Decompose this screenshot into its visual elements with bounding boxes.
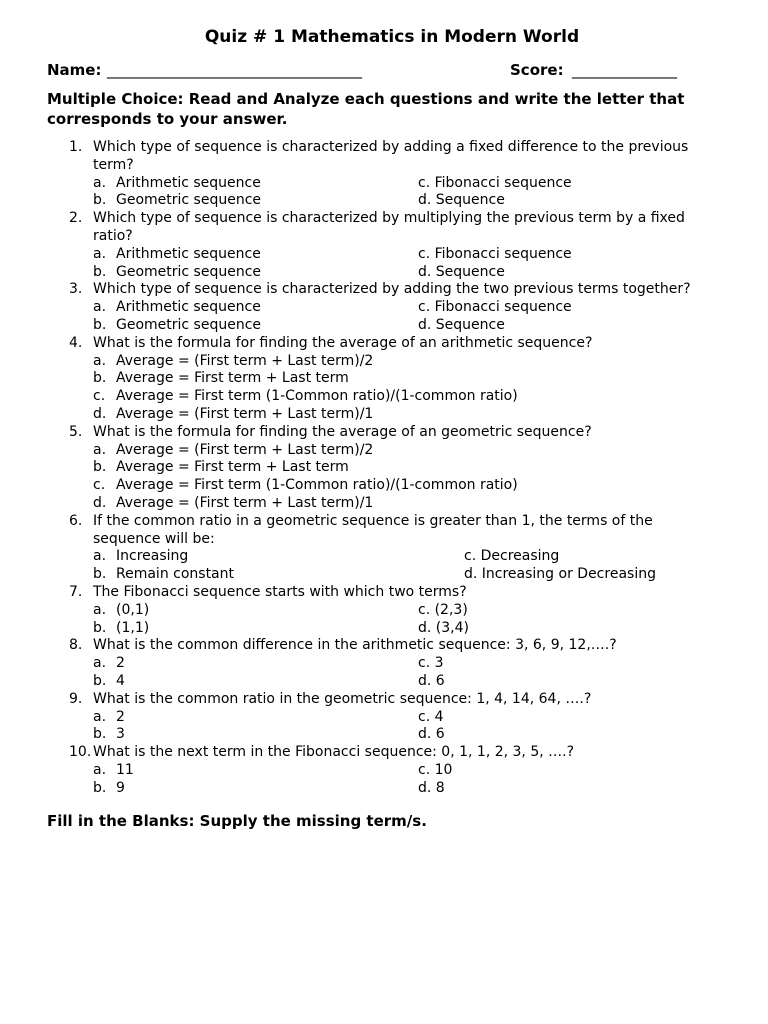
option-row (47, 264, 727, 282)
option-row (47, 406, 727, 424)
question-4 (47, 335, 727, 424)
info-row (47, 59, 727, 81)
page-title: Quiz # 1 Mathematics in Modern World (204, 27, 580, 47)
option-row (47, 548, 727, 566)
option-d: d. Sequence (418, 316, 505, 333)
question-number: 3. (69, 281, 83, 298)
score-blank: ______________ (572, 61, 677, 79)
option-row (47, 192, 727, 210)
question-2 (47, 210, 727, 281)
option-row (47, 762, 727, 780)
option-letter: b. (93, 263, 107, 280)
question-9 (47, 691, 727, 744)
option-c: c. 10 (418, 761, 453, 778)
option-row (47, 620, 727, 638)
option-a: Arithmetic sequence (116, 245, 261, 262)
fill-in-blanks-heading: Fill in the Blanks: Supply the missing term/s. (47, 812, 427, 831)
name-blank: __________________________________ (107, 61, 362, 79)
option-d: Average = (First term + Last term)/1 (116, 405, 374, 422)
option-a: 2 (116, 655, 125, 672)
option-c: c. Decreasing (464, 548, 560, 565)
question-number: 1. (69, 139, 83, 155)
option-letter: b. (93, 672, 107, 689)
instructions: Multiple Choice: Read and Analyze each questions and write the letter that corresponds to your answer. (47, 90, 685, 128)
option-c: c. (2,3) (418, 601, 468, 618)
option-letter: a. (93, 655, 107, 672)
question-3 (47, 281, 727, 334)
option-letter: b. (93, 726, 107, 743)
option-b: 4 (116, 672, 125, 689)
option-letter: a. (93, 761, 107, 778)
option-c: c. Fibonacci sequence (418, 174, 572, 191)
option-letter: a. (93, 548, 107, 565)
option-a: Increasing (116, 548, 189, 565)
option-letter: d. (93, 494, 107, 511)
question-6 (47, 513, 727, 584)
option-b: 3 (116, 726, 125, 743)
option-row (47, 566, 727, 584)
question-7 (47, 584, 727, 637)
option-a: Average = (First term + Last term)/2 (116, 352, 374, 369)
option-c: Average = First term (1-Common ratio)/(1-common ratio) (116, 477, 518, 494)
question-number: 5. (69, 423, 83, 440)
option-d: d. 6 (418, 672, 445, 689)
option-a: Arithmetic sequence (116, 299, 261, 316)
option-row (47, 673, 727, 691)
option-row (47, 459, 727, 477)
option-letter: b. (93, 316, 107, 333)
option-letter: d. (93, 405, 107, 422)
option-b: (1,1) (116, 619, 150, 636)
question-text: What is the formula for finding the average of an geometric sequence? (93, 423, 592, 440)
option-row (47, 299, 727, 317)
question-text: The Fibonacci sequence starts with which two terms? (93, 583, 467, 600)
question-text: What is the next term in the Fibonacci sequence: 0, 1, 1, 2, 3, 5, ….? (93, 744, 575, 761)
question-list (47, 139, 727, 797)
option-a: (0,1) (116, 601, 150, 618)
question-text: What is the formula for finding the average of an arithmetic sequence? (93, 334, 593, 351)
option-row (47, 709, 727, 727)
option-row (47, 477, 727, 495)
option-row (47, 655, 727, 673)
option-letter: a. (93, 708, 107, 725)
option-letter: b. (93, 192, 107, 209)
option-letter: a. (93, 601, 107, 618)
option-letter: b. (93, 370, 107, 387)
option-b: Average = First term + Last term (116, 370, 349, 387)
option-a: Average = (First term + Last term)/2 (116, 441, 374, 458)
option-row (47, 353, 727, 371)
option-d: d. Increasing or Decreasing (464, 566, 656, 583)
question-text: What is the common ratio in the geometric sequence: 1, 4, 14, 64, ….? (93, 690, 592, 707)
option-letter: c. (93, 477, 106, 494)
question-text: If the common ratio in a geometric sequence is greater than 1, the terms of the sequence will be: (93, 512, 653, 547)
option-letter: b. (93, 779, 107, 796)
option-row (47, 175, 727, 193)
option-b: Remain constant (116, 566, 235, 583)
option-a: 11 (116, 761, 134, 778)
option-b: 9 (116, 779, 125, 796)
option-row (47, 388, 727, 406)
question-text: What is the common difference in the arithmetic sequence: 3, 6, 9, 12,….? (93, 637, 617, 654)
option-d: d. 6 (418, 726, 445, 743)
option-d: Average = (First term + Last term)/1 (116, 494, 374, 511)
option-row (47, 442, 727, 460)
option-row (47, 780, 727, 798)
option-b: Geometric sequence (116, 263, 262, 280)
option-c: c. 4 (418, 708, 444, 725)
option-d: d. Sequence (418, 192, 505, 209)
option-letter: a. (93, 352, 107, 369)
option-a: Arithmetic sequence (116, 174, 261, 191)
question-number: 9. (69, 690, 83, 707)
question-1 (47, 139, 727, 210)
score-label: Score: (510, 61, 564, 79)
option-row (47, 317, 727, 335)
option-row (47, 495, 727, 513)
question-text: Which type of sequence is characterized by adding the two previous terms together? (93, 281, 691, 298)
option-c: Average = First term (1-Common ratio)/(1-common ratio) (116, 388, 518, 405)
question-8 (47, 637, 727, 690)
option-letter: c. (93, 388, 106, 405)
option-d: d. (3,4) (418, 619, 469, 636)
option-letter: a. (93, 245, 107, 262)
question-number: 2. (69, 210, 83, 227)
question-number: 10. (69, 744, 92, 761)
option-c: c. 3 (418, 655, 444, 672)
question-text: Which type of sequence is characterized by adding a fixed difference to the previous term? (93, 139, 689, 173)
option-row (47, 602, 727, 620)
question-number: 4. (69, 334, 83, 351)
option-b: Geometric sequence (116, 192, 262, 209)
option-letter: b. (93, 566, 107, 583)
option-letter: a. (93, 299, 107, 316)
option-row (47, 246, 727, 264)
question-number: 7. (69, 583, 83, 600)
option-d: d. 8 (418, 779, 445, 796)
option-b: Geometric sequence (116, 316, 262, 333)
option-a: 2 (116, 708, 125, 725)
option-letter: a. (93, 441, 107, 458)
option-b: Average = First term + Last term (116, 459, 349, 476)
quiz-page (47, 26, 727, 831)
option-letter: b. (93, 459, 107, 476)
name-label: Name: (47, 61, 102, 79)
option-c: c. Fibonacci sequence (418, 299, 572, 316)
option-c: c. Fibonacci sequence (418, 245, 572, 262)
option-d: d. Sequence (418, 263, 505, 280)
option-letter: b. (93, 619, 107, 636)
question-5 (47, 424, 727, 513)
question-number: 6. (69, 512, 83, 529)
question-number: 8. (69, 637, 83, 654)
question-10 (47, 744, 727, 797)
question-text: Which type of sequence is characterized by multiplying the previous term by a fixed ratio? (93, 210, 685, 244)
option-letter: a. (93, 174, 107, 191)
option-row (47, 726, 727, 744)
option-row (47, 370, 727, 388)
